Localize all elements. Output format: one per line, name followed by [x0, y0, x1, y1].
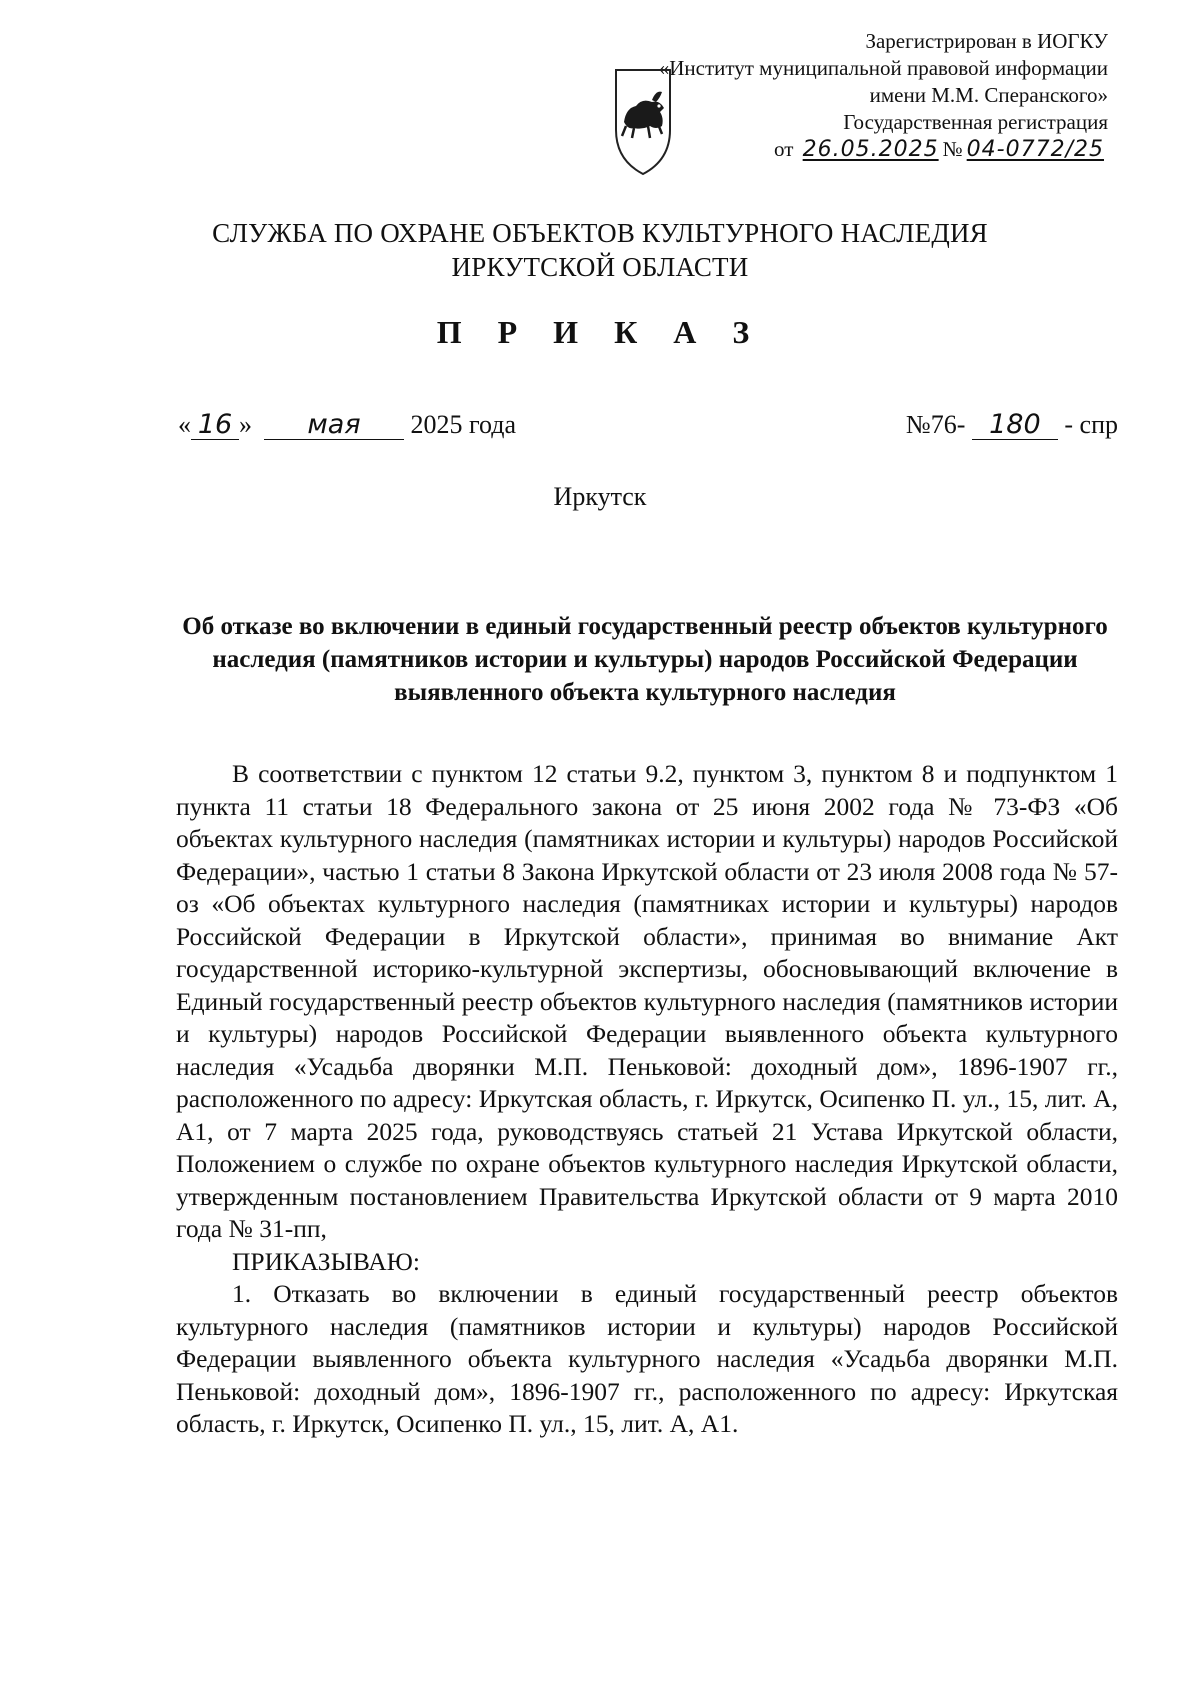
- date-open-quote: «: [178, 410, 191, 439]
- date-month: мая: [264, 411, 404, 440]
- order-date: [178, 410, 516, 440]
- order-number: [906, 410, 1118, 440]
- registration-number-prefix: №: [942, 137, 963, 161]
- preamble-paragraph: В соответствии с пунктом 12 статьи 9.2, пунктом 3, пунктом 8 и подпунктом 1 пункта 11 статьи 18 Федерального закона от 25 июня 2002 года № 73-ФЗ «Об объектах культурного наследия (памятниках истории и культуры) народов Российской Федерации», частью 1 статьи 8 Закона Иркутской области от 23 июля 2008 года № 57-оз «Об объектах культурного наследия (памятниках истории и культуры) народов Российской Федерации в Иркутской области», принимая во внимание Акт государственной историко-культурной экспертизы, обосновывающий включение в Единый государственный реестр объектов культурного наследия (памятников истории и культуры) народов Российской Федерации выявленного объекта культурного наследия «Усадьба дворянки М.П. Пеньковой: доходный дом», 1896-1907 гг., расположенного по адресу: Иркутская область, г. Иркутск, Осипенко П. ул., 15, лит. А, А1, от 7 марта 2025 года, руководствуясь статьей 21 Устава Иркутской области, Положением о службе по охране объектов культурного наследия Иркутской области, утвержденным постановлением Правительства Иркутской области от 9 марта 2010 года № 31-пп,: [176, 759, 1118, 1243]
- order-item-1: 1. Отказать во включении в единый государственный реестр объектов культурного наследия (памятников истории и культуры) народов Российской Федерации выявленного объекта культурного наследия «Усадьба дворянки М.П. Пеньковой: доходный дом», 1896-1907 гг., расположенного по адресу: Иркутская область, г. Иркутск, Осипенко П. ул., 15, лит. А, А1.: [176, 1279, 1118, 1438]
- date-number-line: [178, 410, 1118, 446]
- registration-date: 26.05.2025: [802, 137, 939, 162]
- irkutsk-coat-of-arms-icon: [612, 64, 674, 178]
- order-number-prefix: №76-: [905, 410, 966, 439]
- order-number-value: 180: [972, 411, 1058, 440]
- organization-name: [0, 216, 1200, 284]
- registration-line-2: «Институт муниципальной правовой информации: [658, 56, 1108, 80]
- registration-number: 04-0772/25: [966, 137, 1104, 162]
- registration-date-prefix: от: [774, 137, 794, 161]
- document-type: П Р И К А З: [436, 314, 764, 350]
- date-close-quote: »: [239, 410, 252, 439]
- organization-name-line-2: ИРКУТСКОЙ ОБЛАСТИ: [451, 252, 749, 282]
- registration-line-4: Государственная регистрация: [843, 110, 1108, 134]
- document-title: Об отказе во включении в единый государственный реестр объектов культурного наследия (памятников истории и культуры) народов Российской Федерации выявленного объекта культурного наследия: [182, 613, 1108, 706]
- date-year: 2025 года: [410, 410, 517, 439]
- order-number-suffix: - спр: [1064, 410, 1118, 439]
- registration-line-3: имени М.М. Сперанского»: [869, 83, 1108, 107]
- organization-name-line-1: СЛУЖБА ПО ОХРАНЕ ОБЪЕКТОВ КУЛЬТУРНОГО НАСЛЕДИЯ: [212, 218, 988, 248]
- order-word: ПРИКАЗЫВАЮ:: [232, 1246, 420, 1276]
- registration-line-1: Зарегистрирован в ИОГКУ: [865, 29, 1108, 53]
- date-day: 16: [191, 411, 239, 440]
- document-body: [176, 758, 1118, 1441]
- city: Иркутск: [553, 482, 647, 511]
